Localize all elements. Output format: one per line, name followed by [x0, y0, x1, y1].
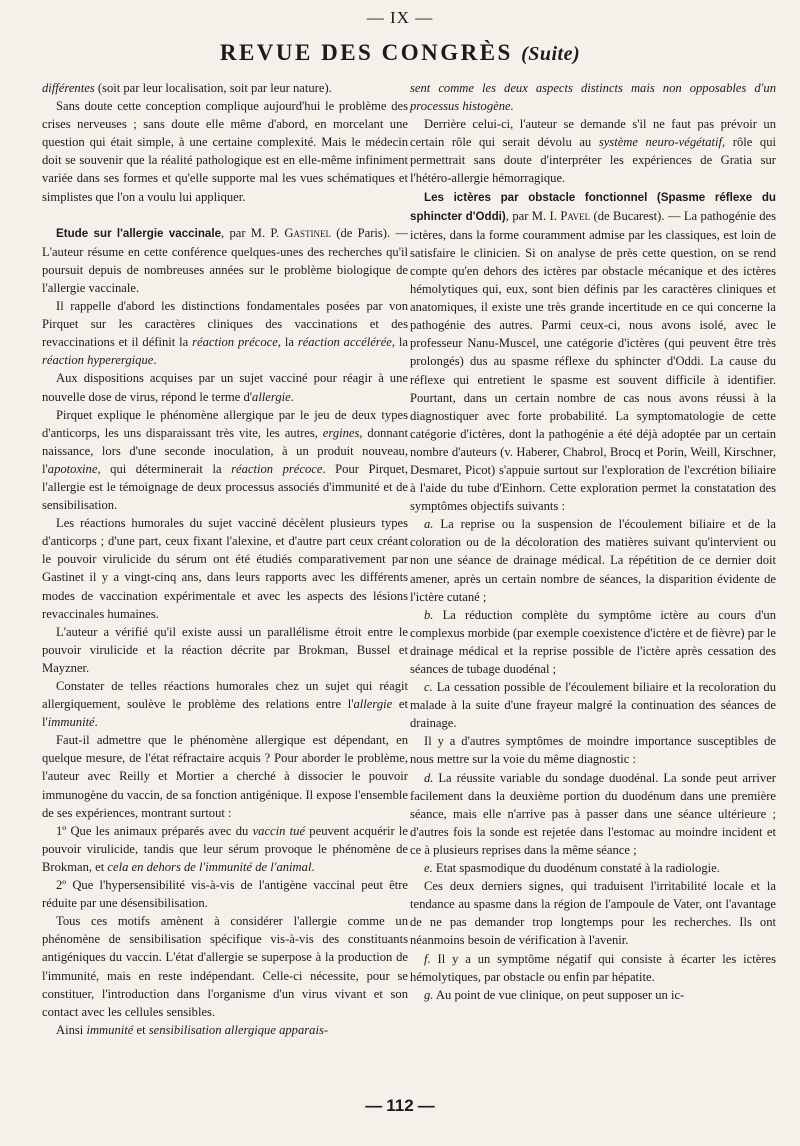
- list-item: d. La réussite variable du sondage duodénal. La sonde peut arriver facilement dans la deuxième portion du duodénum dans une première séance, mais elle n'arrive pas à passer dans une séance ultérieure ; d'autres fois la sonde est rejetée dans l'estomac au moindre incident et ce à plusieurs reprises dans la même séance ;: [410, 770, 776, 857]
- author-name: Pavel: [560, 208, 591, 223]
- paragraph: Aux dispositions acquises par un sujet vacciné pour réagir à une nouvelle dose de virus, répond le terme d'allergie.: [42, 371, 408, 404]
- title-text: REVUE DES CONGRÈS: [219, 40, 513, 65]
- paragraph: 2º Que l'hypersensibilité vis-à-vis de l'antigène vaccinal peut être réduite par une désensibilisation.: [42, 878, 408, 911]
- paragraph: Ces deux derniers signes, qui traduisent l'irritabilité locale et la tendance au spasme dans la région de l'ampoule de Vater, ont l'avantage de ne pas demander trop longtemps pour les recherches. Ils ont néanmoins besoin de vérification à l'avenir.: [410, 879, 776, 948]
- right-column: [410, 79, 776, 1004]
- paragraph: Tous ces motifs amènent à considérer l'allergie comme un phénomène de sensibilisation spécifique vis-à-vis des constituants antigéniques du vaccin. L'état d'allergie se superpose à la production de l'immunité, mais en reste indépendant. Celle-ci nécessite, pour se constituer, l'introduction dans l'organisme d'un virus vivant et son contact avec les cellules sensibles.: [42, 914, 408, 1019]
- paragraph: sent comme les deux aspects distincts mais non opposables d'un processus histogène.: [410, 81, 776, 114]
- list-item: c. La cessation possible de l'écoulement biliaire et la recoloration du malade à la suite d'une frayeur malgré la continuation des séances de drainage.: [410, 680, 776, 731]
- author-name: Gastinel: [284, 225, 332, 240]
- paragraph: Faut-il admettre que le phénomène allergique est dépendant, en quelque mesure, de l'état réfractaire acquis ? Pour aborder le problème, l'auteur avec Reilly et Mortier a cherché à dissocier le pouvoir immunogène du vaccin, de sa fonction antigénique. Il expose l'ensemble de ses expériences, montrant surtout :: [42, 733, 408, 820]
- paragraph: Il rappelle d'abord les distinctions fondamentales posées par von Pirquet sur les caractères cliniques des vaccinations et des revaccinations et il définit la réaction précoce, la réaction accélérée, la réaction hyperergique.: [42, 299, 408, 368]
- paragraph: différentes (soit par leur localisation, soit par leur nature).: [42, 81, 332, 95]
- list-item: e. Etat spasmodique du duodénum constaté à la radiologie.: [424, 861, 720, 876]
- article-title: Les ictères par obstacle fonctionnel (Spasme réflexe du sphincter d'Oddi): [410, 190, 776, 223]
- list-item: b. La réduction complète du symptôme ictère au cours d'un complexus morbide (par exemple coexistence d'ictère et de fièvre) par le drainage médical et la reprise possible de l'ictère après cessation des séances de tubage duodénal ;: [410, 607, 776, 676]
- page-roman-number: — IX —: [0, 8, 800, 28]
- paragraph: 1º Que les animaux préparés avec du vaccin tué peuvent acquérir le pouvoir virulicide, tandis que leur sérum provoque le phénomène de Brokman, et cela en dehors de l'immunité de l'animal.: [42, 823, 408, 874]
- paragraph: Derrière celui-ci, l'auteur se demande s'il ne faut pas prévoir un certain rôle qui serait dévolu au système neuro-végétatif, rôle qui permettrait sans doute d'interpréter les expériences de Gratia sur l'hétéro-allergie hémorragique.: [410, 117, 776, 186]
- paragraph: Constater de telles réactions humorales chez un sujet qui réagit allergiquement, soulève le problème des relations entre l'allergie et l'immunité.: [42, 679, 408, 730]
- article-title: Etude sur l'allergie vaccinale: [56, 226, 222, 240]
- list-item: g. Au point de vue clinique, on peut supposer un ic-: [424, 987, 685, 1002]
- list-item: a. La reprise ou la suspension de l'écoulement biliaire et de la coloration ou de la décoloration des matières suivant qu'intervient ou non une séance de drainage médical. La répétition de ce dernier doit amener, après un certain nombre de séances, la disparition évidente de l'ictère cutané ;: [410, 517, 776, 604]
- paragraph: Pirquet explique le phénomène allergique par le jeu de deux types d'anticorps, les uns disparaissant très vite, les autres, ergines, donnant naissance, lors d'une seconde inoculation, à un produit nouveau, l'apotoxine, qui déterminerait la réaction précoce. Pour Pirquet, l'allergie est le témoignage de deux processus associés d'immunité et de sensibilisation.: [42, 407, 408, 513]
- paragraph: Ainsi immunité et sensibilisation allergique apparais-: [56, 1022, 329, 1037]
- paragraph: Il y a d'autres symptômes de moindre importance susceptibles de nous mettre sur la voie du même diagnostic :: [410, 734, 776, 767]
- page-title: [0, 40, 800, 66]
- paragraph: Les réactions humorales du sujet vacciné décèlent plusieurs types d'anticorps ; d'une part, ceux fixant l'alexine, et d'autre part ceux créant le pouvoir virulicide du sérum ont été étudiés comparativement par Gastinet il y a vingt-cinq ans, dans leurs rapports avec les différents modes de vaccination expérimentale et avec les aspects des lésions revaccinales humaines.: [42, 516, 408, 621]
- paragraph: Sans doute cette conception complique aujourd'hui le problème des crises nerveuses ; sans doute elle même d'abord, en morcelant une question qui était simple, à une certaine complexité. Mais le médecin doit se souvenir que la réalité pathologique est en elle-même infiniment variée dans ses formes et qu'elle supporte mal les vues schématiques et simplistes que l'on a voulu lui appliquer.: [42, 99, 408, 204]
- paragraph: L'auteur a vérifié qu'il existe aussi un parallélisme étroit entre le pouvoir virulicide et la réaction décrite par Brokman, Bussel et Mayzner.: [42, 624, 408, 675]
- list-item: f. Il y a un symptôme négatif qui consiste à écarter les ictères hémolytiques, par obstacle ou enfin par hépatite.: [410, 951, 776, 984]
- page-number: — 112 —: [0, 1096, 800, 1116]
- title-suffix: (Suite): [521, 43, 581, 65]
- left-column: [42, 79, 408, 1039]
- article-gastinel: Etude sur l'allergie vaccinale, par M. P. Gastinel (de Paris). — L'auteur résume en cette conférence quelques-unes des recherches qu'il poursuit depuis de nombreuses années sur le problème biologique de l'allergie vaccinale.: [42, 225, 408, 295]
- article-pavel: Les ictères par obstacle fonctionnel (Spasme réflexe du sphincter d'Oddi), par M. I. Pavel (de Bucarest). — La pathogénie des ictères, dans la forme couramment admise par les classiques, est loin de satisfaire le clinicien. Si on analyse de près cette question, on se rend compte qu'en dehors des ictères par obstacle mécanique et des ictères hémolytiques qui, eux, sont bien définis par les caractères cliniques et anatomiques, il existe une très grande incertitude en ce qui concerne la pathogénie des autres. Parmi ceux-ci, nous avons isolé, avec le professeur Nanu-Muscel, une catégorie d'ictères (qui peuvent être très prolongés) dus au spasme réflexe du sphincter d'Oddi. La cause du réflexe qui entretient le spasme est souvent difficile à identifier. Pourtant, dans un certain nombre de cas nous avons réussi à la diagnostiquer avec forte probabilité. La symptomatologie de cette catégorie d'ictères, dont la pathogénie a été déjà adoptée par un certain nombre d'auteurs (v. Haberer, Chabrol, Brocq et Porin, Weill, Kirschner, Desmaret, Picot) s'appuie surtout sur l'exploration de l'excrétion biliaire à l'aide du tube d'Einhorn. Cette exploration permet la constatation des symptômes objectifs suivants :: [410, 190, 776, 514]
